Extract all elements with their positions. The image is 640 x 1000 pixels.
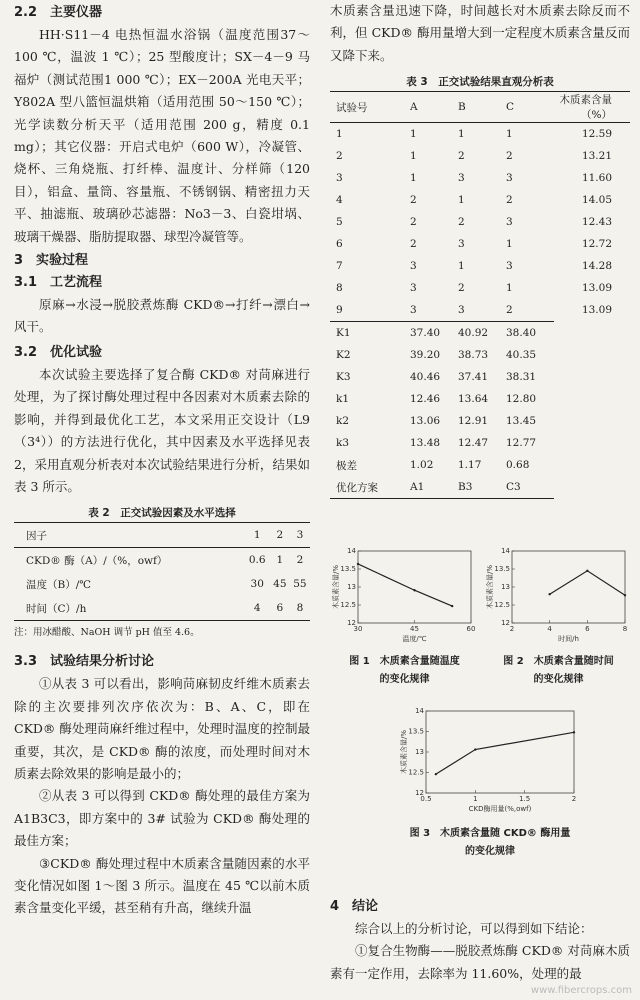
table-2 <box>14 522 310 621</box>
y-tick-label: 14 <box>415 707 424 715</box>
table-cell: 13.45 <box>506 415 537 428</box>
y-tick-label: 13 <box>415 748 424 756</box>
table-cell: 12.77 <box>506 437 537 450</box>
instruments-paragraph: HH·S11－4 电热恒温水浴锅（温度范围37～100 ℃，温波 1 ℃）；25 型酸度计；SX－4－9 马福炉（测试范围1 000 ℃）；EX－200A 光电天平；Y802A 型八篮恒温烘箱（适用范围 50～150 ℃）；光学读数分析天平（适用范围 200 g，精度 0.1 mg）；其它仪器：开启式电炉（600 W），冷凝管、烧杯、三角烧瓶、打纤棒、温度计、分样筛（120 目），铝盒、量筒、容量瓶、不锈钢锅、精密扭力天平、抽滤瓶、玻璃砂芯滤器：No3－3、白瓷坩埚、玻璃干燥器、脂肪提取器、球型冷凝管等。 <box>14 27 310 244</box>
table-cell: 13.21 <box>581 150 612 163</box>
table-2-header-row <box>14 523 310 548</box>
table-cell: 6 <box>336 238 343 251</box>
table-row <box>330 454 630 476</box>
table-cell: 13.64 <box>458 393 489 406</box>
table-row <box>330 432 630 454</box>
table-cell: 温度（B）/℃ <box>26 578 91 591</box>
table-row <box>330 366 630 388</box>
table-cell: 1 <box>506 123 554 146</box>
table-cell: 2 <box>458 282 465 295</box>
table-cell: C <box>506 92 554 123</box>
table-row <box>330 123 630 146</box>
table-cell: 1.17 <box>458 459 482 472</box>
table-cell: 55 <box>293 578 307 591</box>
table-cell: 1 <box>458 260 465 273</box>
table-cell: 1 <box>330 123 410 146</box>
table-cell: 优化方案 <box>330 476 410 499</box>
table-cell: 2 <box>410 216 417 229</box>
table-row <box>14 596 310 621</box>
table-cell: 2 <box>506 194 513 207</box>
y-tick-label: 12.5 <box>494 601 510 609</box>
table-cell: 7 <box>336 260 343 273</box>
data-point <box>435 773 437 775</box>
table-row <box>330 92 630 123</box>
figure-2-chart <box>486 545 631 645</box>
y-tick-label: 12.5 <box>340 601 356 609</box>
table-cell: 1 <box>245 523 270 548</box>
plot-frame <box>426 711 574 793</box>
table-cell: 3 <box>506 260 513 273</box>
table-cell: 1 <box>410 123 458 146</box>
table-cell: 40.35 <box>506 349 537 362</box>
continued-paragraph: 木质素含量迅速下降，时间越长对木质素去除反而不利，但 CKD® 酶用量增大到一定程度木质素含量反而又降下来。 <box>330 3 630 63</box>
x-tick-label: 45 <box>410 625 419 633</box>
section-3-heading: 3 实验过程 <box>14 253 89 269</box>
table-3-caption: 表 3 正交试验结果直观分析表 <box>406 76 554 89</box>
figure-3-chart <box>400 705 580 815</box>
table-cell: 1 <box>506 282 513 295</box>
table-cell: 8 <box>290 596 310 621</box>
x-tick-label: 60 <box>466 625 476 633</box>
table-cell: 因子 <box>14 523 245 548</box>
series-line <box>436 732 574 774</box>
table-cell: 3 <box>410 260 417 273</box>
x-tick-label: 1 <box>473 795 478 803</box>
table-row <box>14 548 310 573</box>
table-cell: 14.05 <box>581 194 612 207</box>
table-cell: K3 <box>336 371 351 384</box>
table-cell: 13.09 <box>581 282 612 295</box>
table-row <box>330 299 630 322</box>
table-cell: A <box>410 92 458 123</box>
section-3-2-heading: 3.2 优化试验 <box>14 344 103 360</box>
table-cell: 木质素含量（%） <box>554 92 630 123</box>
data-point <box>624 594 626 596</box>
table-row <box>14 572 310 596</box>
table-cell: 12.43 <box>581 216 612 229</box>
table-row <box>330 476 630 499</box>
data-point <box>586 570 588 572</box>
table-cell: 12.91 <box>458 415 489 428</box>
table-cell: 6 <box>270 596 290 621</box>
table-cell: 40.92 <box>458 322 506 345</box>
figure-3-caption: 图 3 木质素含量随 CKD® 酶用量的变化规律 <box>409 828 571 857</box>
figure-2-caption: 图 2 木质素含量随时间的变化规律 <box>503 656 614 685</box>
table-cell: 13.09 <box>581 304 612 317</box>
table-2-caption: 表 2 正交试验因素及水平选择 <box>88 507 236 520</box>
table-cell: 8 <box>336 282 343 295</box>
x-tick-label: 2 <box>571 795 577 803</box>
table-row <box>330 277 630 299</box>
table-3 <box>330 91 630 499</box>
table-cell: 5 <box>336 216 343 229</box>
left-column <box>14 0 310 920</box>
table-row <box>330 410 630 432</box>
y-tick-label: 13.5 <box>408 727 424 736</box>
table-cell: 37.40 <box>410 322 458 345</box>
y-tick-label: 13 <box>501 583 510 591</box>
table-cell: 极差 <box>336 459 357 472</box>
plot-frame <box>358 551 471 623</box>
discussion-point-1: ①从表 3 可以看出，影响苘麻韧皮纤维木质素去除的主次要排列次序依次为：B、A、C，即在 CKD® 酶处理苘麻纤维过程中，处理时温度的控制最重要，其次，是 CKD® 酶的浓度，而处理时间对木质素去除效果的影响是最小的； <box>14 676 310 781</box>
section-3-1-heading: 3.1 工艺流程 <box>14 275 103 291</box>
table-cell: 1 <box>458 194 465 207</box>
x-tick-label: 8 <box>622 625 628 633</box>
discussion-point-3: ③CKD® 酶处理过程中木质素含量随因素的水平变化情况如图 1～图 3 所示。温度在 45 ℃以前木质素含量变化平缓，甚至稍有升高，继续升温 <box>14 855 310 916</box>
table-row <box>330 167 630 189</box>
table-cell: 4 <box>245 596 270 621</box>
conclusion-intro: 综合以上的分析讨论，可以得到如下结论： <box>355 921 593 936</box>
table-cell: 1 <box>458 123 506 146</box>
table-cell: 38.31 <box>506 371 537 384</box>
y-tick-label: 13.5 <box>340 565 356 573</box>
table-cell: k3 <box>336 437 350 450</box>
table-cell: 3 <box>458 172 465 185</box>
table-cell: 2 <box>506 304 513 317</box>
table-cell: 9 <box>336 304 343 317</box>
y-axis-label: 木质素含量/% <box>400 729 408 775</box>
data-point <box>357 563 359 565</box>
data-point <box>451 605 453 607</box>
table-row <box>330 388 630 410</box>
table-row <box>330 344 630 366</box>
table-cell: 试验号 <box>330 92 410 123</box>
table-cell: 2 <box>458 216 465 229</box>
x-tick-label: 2 <box>509 625 515 633</box>
table-cell: 1 <box>506 238 513 251</box>
table-cell: 1.02 <box>410 459 434 472</box>
table-cell: B3 <box>458 476 506 499</box>
data-point <box>573 731 575 733</box>
table-cell: 2 <box>410 238 417 251</box>
table-row <box>330 322 630 345</box>
table-cell: A1 <box>410 476 458 499</box>
table-cell: 12.59 <box>554 123 630 146</box>
x-tick-label: 6 <box>585 625 590 633</box>
table-cell: 12.72 <box>581 238 612 251</box>
table-cell: 3 <box>290 523 310 548</box>
y-tick-label: 13 <box>347 583 356 591</box>
figure-3 <box>400 705 580 861</box>
table-cell: B <box>458 92 506 123</box>
table-cell: 37.41 <box>458 371 489 384</box>
y-tick-label: 12 <box>501 619 510 627</box>
table-cell: 2 <box>336 150 343 163</box>
y-tick-label: 13.5 <box>494 565 510 573</box>
conclusion-point-1: ①复合生物酶——脱胶煮炼酶 CKD® 对苘麻木质素有一定作用，去除率为 11.60%，处理的最 <box>330 943 630 981</box>
table-2-note: 注：用冰醋酸、NaOH 调节 pH 值至 4.6。 <box>14 627 200 639</box>
y-tick-label: 14 <box>347 547 356 555</box>
x-axis-label: CKD酶用量(%,owf) <box>468 805 532 813</box>
table-cell: 3 <box>410 304 417 317</box>
table-cell: 3 <box>410 282 417 295</box>
figure-2 <box>486 545 631 689</box>
table-cell: K1 <box>330 322 410 345</box>
table-cell: 45 <box>273 578 287 591</box>
data-point <box>474 748 476 750</box>
x-tick-label: 4 <box>547 625 552 633</box>
y-axis-label: 木质素含量/% <box>486 564 494 610</box>
table-cell: 13.06 <box>410 415 441 428</box>
figure-1 <box>332 545 477 689</box>
table-cell: 3 <box>506 216 513 229</box>
table-cell: 13.48 <box>410 437 441 450</box>
table-cell: 30 <box>250 578 264 591</box>
table-cell: 2 <box>410 194 417 207</box>
section-4-heading: 4 结论 <box>330 899 379 914</box>
conclusion-block <box>330 896 630 985</box>
table-cell: 3 <box>336 172 343 185</box>
table-cell: 38.40 <box>506 322 554 345</box>
x-axis-label: 温度/℃ <box>402 635 427 643</box>
series-line <box>550 571 625 595</box>
table-cell: 2 <box>270 523 290 548</box>
table-cell: k1 <box>336 393 350 406</box>
table-cell: 3 <box>458 238 465 251</box>
table-cell: 12.46 <box>410 393 441 406</box>
table-row <box>330 233 630 255</box>
data-point <box>548 593 550 595</box>
table-cell: 40.46 <box>410 371 441 384</box>
section-3-3-heading: 3.3 试验结果分析讨论 <box>14 654 155 670</box>
table-cell: 1 <box>410 172 417 185</box>
table-cell: 38.73 <box>458 349 489 362</box>
y-tick-label: 14 <box>501 547 510 555</box>
x-tick-label: 1.5 <box>519 795 531 803</box>
series-line <box>358 564 452 606</box>
figure-1-caption: 图 1 木质素含量随温度的变化规律 <box>349 656 460 685</box>
right-column <box>330 0 630 499</box>
x-tick-label: 30 <box>353 625 363 633</box>
table-cell: 12.47 <box>458 437 489 450</box>
table-cell: CKD® 酶（A）/（%，owf） <box>14 548 245 573</box>
plot-frame <box>512 551 625 623</box>
table-cell: 4 <box>336 194 343 207</box>
table-cell: C3 <box>506 476 554 499</box>
table-cell: 时间（C）/h <box>14 596 245 621</box>
table-cell: 1 <box>410 150 417 163</box>
y-tick-label: 12.5 <box>408 768 424 777</box>
table-cell: 1 <box>270 548 290 573</box>
table-cell: 0.6 <box>245 548 270 573</box>
table-cell: k2 <box>336 415 350 428</box>
y-tick-label: 12 <box>415 789 424 797</box>
x-axis-label: 时间/h <box>558 635 579 643</box>
table-cell: 39.20 <box>410 349 441 362</box>
discussion-point-2: ②从表 3 可以得到 CKD® 酶处理的最佳方案为 A1B3C3，即方案中的 3# 试验为 CKD® 酶处理的最佳方案； <box>14 788 310 849</box>
process-paragraph: 原麻→水浸→脱胶煮炼酶 CKD®→打纤→漂白→风干。 <box>14 297 310 335</box>
optimization-paragraph: 本次试验主要选择了复合酶 CKD® 对苘麻进行处理，为了探讨酶处理过程中各因素对木质素去除的影响，并得到最优化工艺，本文采用正交设计（L9（3⁴））的方法进行优化，其中因素及水平选择见表 2，采用直观分析表对本次试验结果进行分析，结果如表 3 所示。 <box>14 366 310 494</box>
table-cell: 3 <box>506 172 513 185</box>
data-point <box>413 589 415 591</box>
table-row <box>330 211 630 233</box>
table-cell: 3 <box>458 304 465 317</box>
table-row <box>330 145 630 167</box>
y-tick-label: 12 <box>347 619 356 627</box>
table-cell: 14.28 <box>581 260 612 273</box>
table-row <box>330 255 630 277</box>
x-tick-label: 0.5 <box>420 795 432 803</box>
table-cell: 2 <box>458 150 465 163</box>
table-cell: 12.80 <box>506 393 537 406</box>
table-cell: 2 <box>506 150 513 163</box>
table-cell: K2 <box>336 349 351 362</box>
watermark: www.fibercrops.com <box>530 985 632 996</box>
section-2-2-heading: 2.2 主要仪器 <box>14 5 103 20</box>
table-cell: 11.60 <box>581 172 612 185</box>
table-cell: 0.68 <box>506 459 530 472</box>
y-axis-label: 木质素含量/% <box>332 564 340 610</box>
table-row <box>330 189 630 211</box>
table-cell: 2 <box>290 548 310 573</box>
figure-1-chart <box>332 545 477 645</box>
